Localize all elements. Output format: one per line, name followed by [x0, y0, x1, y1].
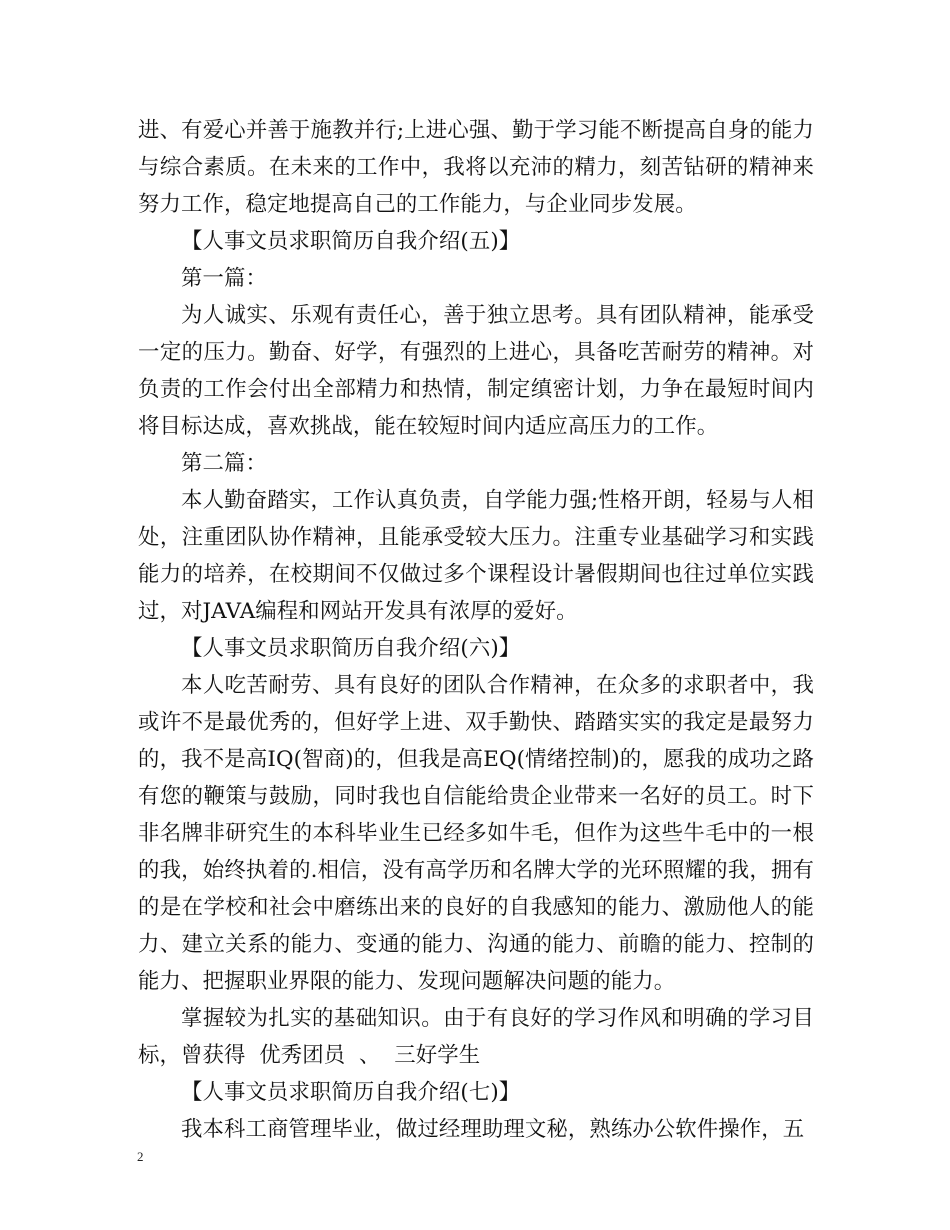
- document-body: [138, 112, 814, 1148]
- paragraph-body: 掌握较为扎实的基础知识。由于有良好的学习作风和明确的学习目标，曾获得 优秀团员 、 三好学生: [138, 1006, 814, 1068]
- section-heading-5: 【人事文员求职简历自我介绍(五)】: [181, 229, 521, 254]
- page-number: 2: [137, 1149, 144, 1164]
- subheading-part-2: 第二篇：: [181, 451, 267, 476]
- subheading-part-1: 第一篇：: [181, 266, 267, 291]
- paragraph-body: 本人吃苦耐劳、具有良好的团队合作精神，在众多的求职者中，我或许不是最优秀的，但好学上进、双手勤快、踏踏实实的我定是最努力的，我不是高IQ(智商)的，但我是高EQ(情绪控制)的，愿我的成功之路有您的鞭策与鼓励，同时我也自信能给贵企业带来一名好的员工。时下非名牌非研究生的本科毕业生已经多如牛毛，但作为这些牛毛中的一根的我，始终执着的.相信，没有高学历和名牌大学的光环照耀的我，拥有的是在学校和社会中磨练出来的良好的自我感知的能力、激励他人的能力、建立关系的能力、变通的能力、沟通的能力、前瞻的能力、控制的能力、把握职业界限的能力、发现问题解决问题的能力。: [138, 673, 814, 994]
- section-heading-7: 【人事文员求职简历自我介绍(七)】: [181, 1080, 521, 1105]
- section-heading-6: 【人事文员求职简历自我介绍(六)】: [181, 636, 521, 661]
- paragraph-body: 为人诚实、乐观有责任心，善于独立思考。具有团队精神，能承受一定的压力。勤奋、好学，有强烈的上进心，具备吃苦耐劳的精神。对负责的工作会付出全部精力和热情，制定缜密计划，力争在最短时间内将目标达成，喜欢挑战，能在较短时间内适应高压力的工作。: [138, 303, 814, 439]
- paragraph-continuation: 进、有爱心并善于施教并行;上进心强、勤于学习能不断提高自身的能力与综合素质。在未来的工作中，我将以充沛的精力，刻苦钻研的精神来努力工作，稳定地提高自己的工作能力，与企业同步发展。: [138, 118, 814, 217]
- paragraph-body: 本人勤奋踏实，工作认真负责，自学能力强;性格开朗，轻易与人相处，注重团队协作精神，且能承受较大压力。注重专业基础学习和实践能力的培养，在校期间不仅做过多个课程设计暑假期间也往过单位实践过，对JAVA编程和网站开发具有浓厚的爱好。: [138, 488, 814, 624]
- paragraph-body: 我本科工商管理毕业，做过经理助理文秘，熟练办公软件操作，五: [181, 1117, 805, 1142]
